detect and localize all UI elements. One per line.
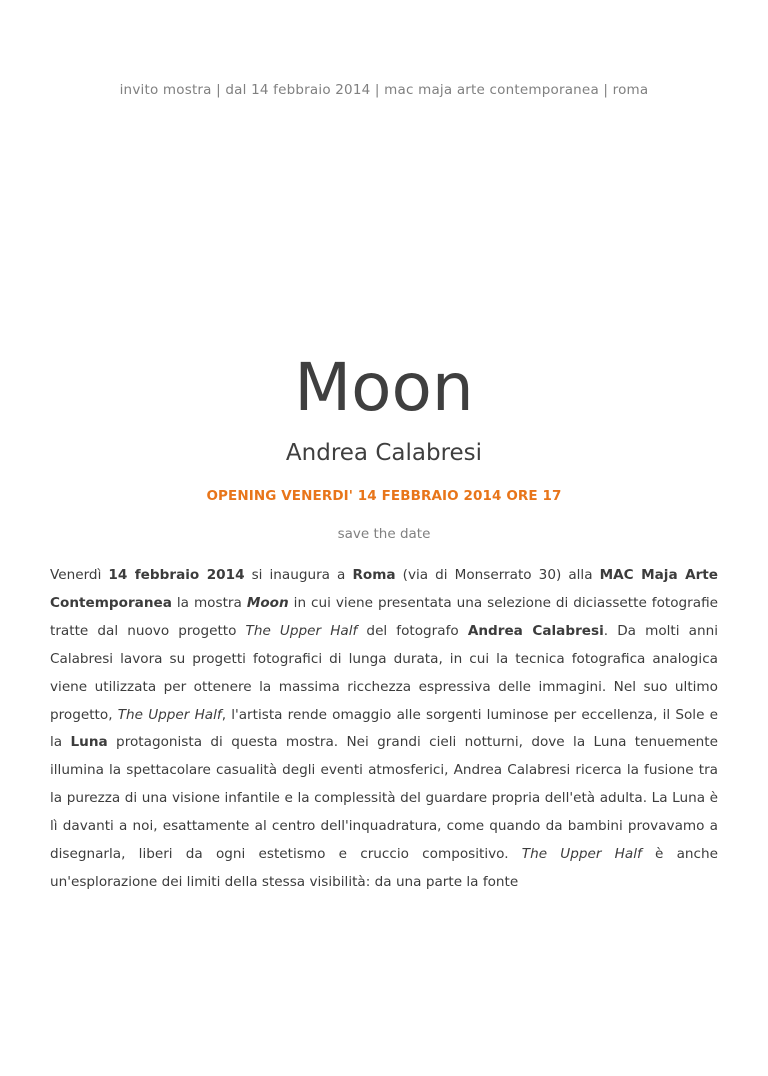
body-text-run-italic: The Upper Half [117, 706, 222, 723]
body-text-run: del fotografo [357, 623, 468, 640]
body-text-run: Venerdì [50, 567, 109, 584]
press-release-body [50, 562, 718, 896]
body-text-run-bold: MAC Maja Arte Contemporanea [50, 567, 719, 612]
body-text-run-italic: The Upper Half [521, 845, 642, 862]
artist-name: Andrea Calabresi [285, 440, 483, 467]
body-text-run: la mostra [171, 595, 247, 612]
body-text-run-work-title: Moon [246, 595, 289, 612]
body-text-run: è anche un'esplorazione dei limiti della stessa visibilità: da una parte la fonte [50, 845, 719, 890]
body-text-run-bold: Andrea Calabresi [467, 623, 604, 640]
body-text-run: in cui viene presentata una selezione di diciassette fotografie tratte dal nuovo progetto [50, 595, 719, 640]
body-text-run-italic: The Upper Half [245, 623, 358, 640]
body-text-run-bold: Roma [352, 567, 396, 584]
body-text-run: (via di Monserrato 30) alla [395, 567, 600, 584]
opening-announcement: OPENING VENERDI' 14 FEBBRAIO 2014 ORE 17 [206, 488, 562, 505]
body-text-run: . Da molti anni Calabresi lavora su progetti fotografici di lunga durata, in cui la tecnica fotografica analogica viene utilizzata per ottenere la massima ricchezza espressiva delle immagini. Nel suo ultimo progetto, [50, 623, 718, 723]
document-header-line: invito mostra | dal 14 febbraio 2014 | mac maja arte contemporanea | roma [119, 82, 649, 98]
header-spacer [50, 98, 718, 353]
body-text-run-bold: Luna [70, 734, 108, 751]
body-text-run: si inaugura a [244, 567, 353, 584]
body-text-run: , l'artista rende omaggio alle sorgenti luminose per eccellenza, il Sole e la [50, 706, 719, 751]
page-title: Moon [294, 349, 474, 426]
save-the-date-label: save the date [337, 526, 431, 543]
body-text-run-bold: 14 febbraio 2014 [108, 567, 245, 584]
document-page [0, 82, 768, 1076]
body-text-run: protagonista di questa mostra. Nei grandi cieli notturni, dove la Luna tenuemente illumina la spettacolare casualità degli eventi atmosferici, Andrea Calabresi ricerca la fusione tra la purezza di una visione infantile e la complessità del guardare propria dell'età adulta. La Luna è lì davanti a noi, esattamente al centro dell'inquadratura, come quando da bambini provavamo a disegnarla, liberi da ogni estetismo e cruccio compositivo. [50, 734, 718, 862]
